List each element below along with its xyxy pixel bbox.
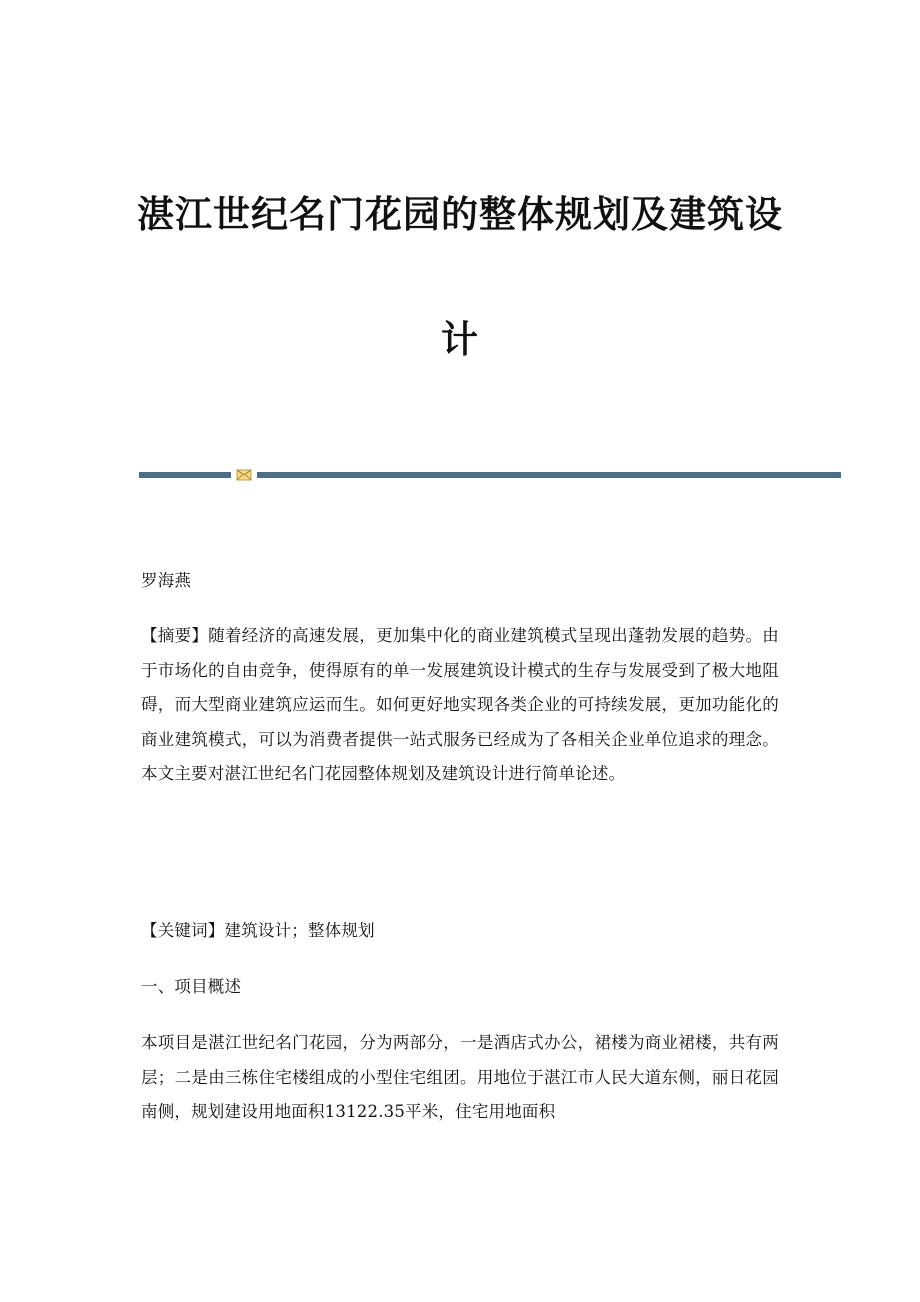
document-title-line-2: 计	[441, 317, 479, 361]
divider-bar-left	[139, 472, 231, 478]
keywords-text: 建筑设计；整体规划	[224, 921, 375, 940]
keywords-label: 【关键词】	[141, 921, 225, 940]
document-title-line-1: 湛江世纪名门花园的整体规划及建筑设	[137, 192, 783, 236]
author-name: 罗海燕	[141, 571, 192, 590]
section-heading: 一、项目概述	[141, 977, 242, 996]
section-paragraph: 本项目是湛江世纪名门花园，分为两部分，一是酒店式办公，裙楼为商业裙楼，共有两层；二是由三栋住宅楼组成的小型住宅组团。用地位于湛江市人民大道东侧，丽日花园南侧，规划建设用地面积13122.35平米，住宅用地面积	[141, 1033, 779, 1121]
divider-ornament-icon	[236, 469, 252, 481]
keywords-paragraph	[141, 914, 779, 949]
abstract-paragraph	[141, 619, 779, 792]
divider-bar-right	[257, 472, 841, 478]
title-divider	[139, 468, 841, 482]
abstract-text: 随着经济的高速发展，更加集中化的商业建筑模式呈现出蓬勃发展的趋势。由于市场化的自由竞争，使得原有的单一发展建筑设计模式的生存与发展受到了极大地阻碍，而大型商业建筑应运而生。如何更好地实现各类企业的可持续发展，更加功能化的商业建筑模式，可以为消费者提供一站式服务已经成为了各相关企业单位追求的理念。本文主要对湛江世纪名门花园整体规划及建筑设计进行简单论述。	[141, 626, 779, 783]
abstract-label: 【摘要】	[141, 626, 209, 645]
